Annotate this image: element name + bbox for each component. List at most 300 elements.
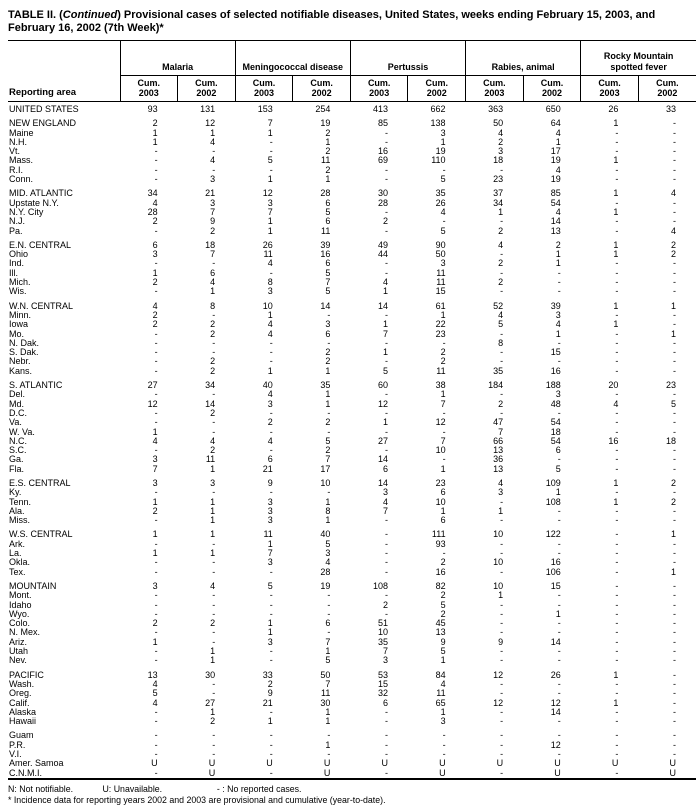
value-cell: 14 <box>550 217 561 227</box>
value-cell: 47 <box>493 418 504 428</box>
value-cell: - <box>615 175 619 185</box>
value-cell: 254 <box>315 104 331 114</box>
value-cell: 5 <box>440 600 446 610</box>
value-cell: 10 <box>493 529 504 540</box>
value-cell: - <box>673 427 676 437</box>
value-cell: 50 <box>493 118 504 129</box>
value-cell: 5 <box>498 320 504 330</box>
table-row <box>8 409 696 418</box>
value-cell: 5 <box>267 156 273 166</box>
value-cell: 2 <box>670 477 676 488</box>
value-cell: - <box>384 207 388 217</box>
value-cell: 11 <box>436 366 446 376</box>
value-cell: 4 <box>210 137 216 147</box>
value-cell: 14 <box>377 455 388 465</box>
value-cell: - <box>673 418 676 428</box>
value-cell: - <box>500 549 504 559</box>
value-cell: - <box>557 600 561 610</box>
table-row <box>8 278 696 287</box>
value-cell: 108 <box>372 580 388 591</box>
value-cell: 14 <box>320 300 331 311</box>
value-cell: - <box>673 707 676 717</box>
reporting-area-cell: W.S. CENTRAL <box>9 529 73 540</box>
value-cell: - <box>384 539 388 549</box>
table-row <box>8 680 696 689</box>
value-cell: - <box>154 740 158 750</box>
footnote-incidence: * Incidence data for reporting years 2002 and 2003 are provisional and cumulative (year-to-date). <box>8 794 386 805</box>
value-cell: 12 <box>262 188 273 199</box>
value-cell: 28 <box>320 188 331 199</box>
value-cell: 1 <box>325 497 331 507</box>
value-cell: 2 <box>210 366 216 376</box>
value-cell: 1 <box>613 497 619 507</box>
value-cell: - <box>615 637 619 647</box>
value-cell: - <box>154 516 158 526</box>
value-cell: - <box>615 165 619 175</box>
value-cell: - <box>500 165 504 175</box>
value-cell: 64 <box>550 118 561 129</box>
value-cell: - <box>212 418 216 428</box>
reporting-area-cell: E.N. CENTRAL <box>9 239 72 250</box>
value-cell: 3 <box>152 477 158 488</box>
value-cell: 2 <box>210 619 216 629</box>
value-cell: - <box>212 259 216 269</box>
value-cell: - <box>212 427 216 437</box>
column-subheader: Cum. 2003 <box>350 76 408 102</box>
table-row <box>8 348 696 357</box>
value-cell: 4 <box>210 436 216 446</box>
value-cell: 4 <box>555 320 561 330</box>
reporting-area-cell: Del. <box>9 390 26 400</box>
value-cell: - <box>615 600 619 610</box>
group-header-row <box>8 41 696 76</box>
value-cell: - <box>557 647 561 657</box>
value-cell: - <box>615 750 619 759</box>
value-cell: - <box>384 357 388 367</box>
value-cell: 18 <box>665 436 676 446</box>
value-cell: - <box>673 698 676 708</box>
value-cell: 1 <box>613 669 619 680</box>
value-cell: 1 <box>555 259 561 269</box>
value-cell: 1 <box>267 226 273 236</box>
value-cell: - <box>212 740 216 750</box>
value-cell: - <box>673 348 676 358</box>
value-cell: 11 <box>321 226 331 236</box>
value-cell: 1 <box>613 207 619 217</box>
reporting-area-cell: Pa. <box>9 226 23 236</box>
value-cell: 53 <box>377 669 388 680</box>
value-cell: - <box>615 338 619 348</box>
reporting-area-cell: La. <box>9 549 22 559</box>
value-cell: - <box>327 488 331 498</box>
value-cell: 10 <box>435 497 446 507</box>
value-cell: - <box>269 567 273 577</box>
value-cell: - <box>673 165 676 175</box>
value-cell: 18 <box>550 427 561 437</box>
value-cell: 8 <box>498 338 504 348</box>
value-cell: 2 <box>325 446 331 456</box>
reporting-area-cell: C.N.M.I. <box>9 768 42 778</box>
value-cell: 93 <box>147 104 158 114</box>
value-cell: 1 <box>498 591 504 601</box>
value-cell: 6 <box>325 259 331 269</box>
value-cell: 15 <box>377 679 388 689</box>
value-cell: 4 <box>267 390 273 400</box>
value-cell: - <box>500 679 504 689</box>
column-subheader: Cum. 2003 <box>581 76 639 102</box>
value-cell: 7 <box>267 549 273 559</box>
value-cell: 4 <box>555 165 561 175</box>
value-cell: 9 <box>267 689 273 699</box>
value-cell: - <box>500 408 504 418</box>
value-cell: 11 <box>436 268 446 278</box>
reporting-area-cell: Conn. <box>9 175 34 185</box>
value-cell: 30 <box>205 669 216 680</box>
value-cell: 5 <box>325 436 331 446</box>
value-cell: U <box>208 759 216 769</box>
table-row <box>8 699 696 708</box>
value-cell: 19 <box>320 118 331 129</box>
value-cell: 34 <box>493 198 504 208</box>
value-cell: - <box>673 147 676 157</box>
value-cell: 93 <box>435 539 446 549</box>
value-cell: 413 <box>372 104 388 114</box>
value-cell: 4 <box>440 679 446 689</box>
value-cell: - <box>212 628 216 638</box>
value-cell: 6 <box>325 329 331 339</box>
value-cell: 4 <box>382 278 388 288</box>
value-cell: 2 <box>210 717 216 727</box>
value-cell: 1 <box>382 348 388 358</box>
value-cell: - <box>557 656 561 666</box>
value-cell: 2 <box>555 239 561 250</box>
reporting-area-cell: N.J. <box>9 217 26 227</box>
table-row <box>8 437 696 446</box>
value-cell: 50 <box>320 669 331 680</box>
value-cell: U <box>669 768 676 778</box>
value-cell: 5 <box>382 366 388 376</box>
value-cell: 1 <box>325 647 331 657</box>
value-cell: - <box>154 338 158 348</box>
value-cell: 54 <box>550 198 561 208</box>
reporting-area-cell: UNITED STATES <box>9 104 79 114</box>
value-cell: 51 <box>377 619 388 629</box>
value-cell: 7 <box>325 455 331 465</box>
value-cell: - <box>557 628 561 638</box>
value-cell: 4 <box>210 278 216 288</box>
reporting-area-cell: E.S. CENTRAL <box>9 477 71 488</box>
value-cell: 1 <box>267 217 273 227</box>
value-cell: - <box>673 366 676 376</box>
table-row <box>8 357 696 366</box>
value-cell: - <box>384 516 388 526</box>
value-cell: 2 <box>670 239 676 250</box>
value-cell: 1 <box>382 320 388 330</box>
value-cell: 23 <box>493 175 504 185</box>
value-cell: - <box>615 567 619 577</box>
value-cell: 10 <box>493 580 504 591</box>
value-cell: - <box>269 656 273 666</box>
value-cell: - <box>615 198 619 208</box>
value-cell: - <box>327 591 331 601</box>
value-cell: - <box>500 268 504 278</box>
value-cell: 7 <box>382 506 388 516</box>
value-cell: - <box>212 609 216 619</box>
value-cell: - <box>615 730 619 741</box>
footnote-not-notifiable: N: Not notifiable. <box>8 783 74 794</box>
value-cell: 363 <box>488 104 504 114</box>
reporting-area-cell: Iowa <box>9 320 29 330</box>
value-cell: 6 <box>267 455 273 465</box>
value-cell: 1 <box>440 310 446 320</box>
value-cell: - <box>615 390 619 400</box>
value-cell: - <box>269 147 273 157</box>
value-cell: 184 <box>488 380 504 391</box>
value-cell: 1 <box>210 647 216 657</box>
value-cell: 2 <box>152 506 158 516</box>
table-row <box>8 601 696 610</box>
value-cell: - <box>615 329 619 339</box>
value-cell: 106 <box>545 567 561 577</box>
value-cell: 11 <box>321 689 331 699</box>
notifiable-diseases-table <box>8 40 696 780</box>
value-cell: 1 <box>613 156 619 166</box>
value-cell: - <box>557 591 561 601</box>
value-cell: 12 <box>147 399 158 409</box>
value-cell: - <box>673 338 676 348</box>
value-cell: 5 <box>152 689 158 699</box>
table-row <box>8 390 696 399</box>
value-cell: 1 <box>152 137 158 147</box>
reporting-area-cell: Upstate N.Y. <box>9 198 59 208</box>
value-cell: 2 <box>382 600 388 610</box>
value-cell: 131 <box>200 104 216 114</box>
value-cell: - <box>615 549 619 559</box>
value-cell: - <box>212 637 216 647</box>
value-cell: - <box>500 730 504 741</box>
value-cell: 1 <box>210 549 216 559</box>
table-row <box>8 156 696 165</box>
value-cell: - <box>673 717 676 727</box>
value-cell: 52 <box>493 300 504 311</box>
value-cell: 1 <box>613 188 619 199</box>
reporting-area-cell: Ark. <box>9 539 26 549</box>
table-row <box>8 540 696 549</box>
table-header <box>8 41 696 102</box>
value-cell: - <box>673 357 676 367</box>
value-cell: 54 <box>550 436 561 446</box>
value-cell: 11 <box>263 529 273 540</box>
value-cell: - <box>500 689 504 699</box>
value-cell: 662 <box>430 104 446 114</box>
value-cell: - <box>673 408 676 418</box>
value-cell: - <box>384 717 388 727</box>
reporting-area-cell: Miss. <box>9 516 30 526</box>
value-cell: 21 <box>262 698 273 708</box>
value-cell: - <box>615 217 619 227</box>
value-cell: 2 <box>498 399 504 409</box>
value-cell: 1 <box>613 698 619 708</box>
value-cell: 2 <box>440 357 446 367</box>
value-cell: - <box>557 287 561 297</box>
value-cell: - <box>673 558 676 568</box>
value-cell: 4 <box>613 399 619 409</box>
value-cell: 3 <box>210 477 216 488</box>
value-cell: 65 <box>435 698 446 708</box>
table-row <box>8 507 696 516</box>
value-cell: - <box>154 418 158 428</box>
value-cell: 9 <box>440 637 446 647</box>
table-row <box>8 769 696 779</box>
value-cell: - <box>269 408 273 418</box>
table-row <box>8 666 696 680</box>
value-cell: 37 <box>493 188 504 199</box>
value-cell: - <box>673 539 676 549</box>
reporting-area-cell: Amer. Samoa <box>9 759 64 769</box>
value-cell: 19 <box>550 156 561 166</box>
value-cell: - <box>500 768 504 778</box>
value-cell: 35 <box>493 366 504 376</box>
value-cell: - <box>442 730 446 741</box>
value-cell: 14 <box>205 399 216 409</box>
value-cell: - <box>269 750 273 759</box>
value-cell: - <box>212 730 216 741</box>
value-cell: 650 <box>545 104 561 114</box>
table-row <box>8 147 696 156</box>
value-cell: - <box>154 628 158 638</box>
reporting-area-cell: Tenn. <box>9 497 32 507</box>
column-subheader: Cum. 2003 <box>235 76 293 102</box>
value-cell: 85 <box>550 188 561 199</box>
value-cell: 4 <box>267 329 273 339</box>
value-cell: - <box>673 647 676 657</box>
value-cell: - <box>673 310 676 320</box>
value-cell: 1 <box>210 707 216 717</box>
column-subheader: Cum. 2002 <box>638 76 696 102</box>
value-cell: - <box>673 679 676 689</box>
table-row <box>8 227 696 236</box>
value-cell: 26 <box>550 669 561 680</box>
value-cell: - <box>615 768 619 778</box>
value-cell: - <box>384 128 388 138</box>
value-cell: 4 <box>267 320 273 330</box>
table-row <box>8 558 696 567</box>
value-cell: - <box>615 455 619 465</box>
value-cell: 9 <box>210 217 216 227</box>
table-row <box>8 269 696 278</box>
value-cell: - <box>615 558 619 568</box>
value-cell: - <box>154 558 158 568</box>
value-cell: 27 <box>205 698 216 708</box>
value-cell: 1 <box>152 529 158 540</box>
reporting-area-cell: Minn. <box>9 310 32 320</box>
value-cell: 1 <box>210 497 216 507</box>
value-cell: - <box>384 137 388 147</box>
value-cell: - <box>384 338 388 348</box>
table-row <box>8 320 696 329</box>
value-cell: 1 <box>152 128 158 138</box>
value-cell: - <box>500 647 504 657</box>
value-cell: 3 <box>325 549 331 559</box>
value-cell: 3 <box>267 198 273 208</box>
value-cell: 5 <box>555 464 561 474</box>
value-cell: - <box>673 580 676 591</box>
value-cell: 1 <box>325 717 331 727</box>
value-cell: - <box>154 717 158 727</box>
table-row <box>8 759 696 768</box>
value-cell: 13 <box>435 628 446 638</box>
reporting-area-cell: Hawaii <box>9 717 37 727</box>
value-cell: 5 <box>440 175 446 185</box>
value-cell: 3 <box>267 558 273 568</box>
value-cell: - <box>673 730 676 741</box>
value-cell: - <box>615 287 619 297</box>
table-row <box>8 311 696 320</box>
value-cell: - <box>154 446 158 456</box>
value-cell: 8 <box>210 300 216 311</box>
footnotes <box>8 784 694 806</box>
value-cell: - <box>500 539 504 549</box>
table-row <box>8 474 696 488</box>
value-cell: 4 <box>152 300 158 311</box>
value-cell: - <box>384 609 388 619</box>
value-cell: 2 <box>152 320 158 330</box>
table-row <box>8 577 696 591</box>
value-cell: 188 <box>545 380 561 391</box>
reporting-area-cell: W. Va. <box>9 427 35 437</box>
column-group-header: Rabies, animal <box>466 41 581 76</box>
value-cell: 12 <box>493 669 504 680</box>
column-subheader: Cum. 2002 <box>408 76 466 102</box>
value-cell: U <box>323 759 331 769</box>
column-group-header: Meningococcal disease <box>235 41 350 76</box>
value-cell: 153 <box>257 104 273 114</box>
value-cell: - <box>327 408 331 418</box>
value-cell: 7 <box>267 207 273 217</box>
value-cell: - <box>557 455 561 465</box>
value-cell: 3 <box>267 637 273 647</box>
reporting-area-cell: Wyo. <box>9 609 30 619</box>
value-cell: 3 <box>210 175 216 185</box>
value-cell: 4 <box>555 207 561 217</box>
value-cell: 66 <box>493 436 504 446</box>
value-cell: - <box>615 268 619 278</box>
reporting-area-cell: NEW ENGLAND <box>9 118 77 129</box>
value-cell: 1 <box>325 175 331 185</box>
value-cell: - <box>212 750 216 759</box>
table-row <box>8 455 696 464</box>
value-cell: 4 <box>152 198 158 208</box>
value-cell: 1 <box>555 488 561 498</box>
value-cell: 4 <box>152 698 158 708</box>
table-row <box>8 726 696 740</box>
reporting-area-cell: Wash. <box>9 679 35 689</box>
value-cell: - <box>154 750 158 759</box>
value-cell: - <box>154 366 158 376</box>
value-cell: - <box>442 455 446 465</box>
value-cell: - <box>442 408 446 418</box>
value-cell: - <box>615 128 619 138</box>
value-cell: 1 <box>210 128 216 138</box>
value-cell: - <box>384 730 388 741</box>
value-cell: 16 <box>320 250 331 260</box>
value-cell: 2 <box>325 357 331 367</box>
value-cell: - <box>154 647 158 657</box>
value-cell: - <box>673 137 676 147</box>
value-cell: 6 <box>382 698 388 708</box>
footnote-unavailable: U: Unavailable. <box>102 783 163 794</box>
value-cell: - <box>384 558 388 568</box>
